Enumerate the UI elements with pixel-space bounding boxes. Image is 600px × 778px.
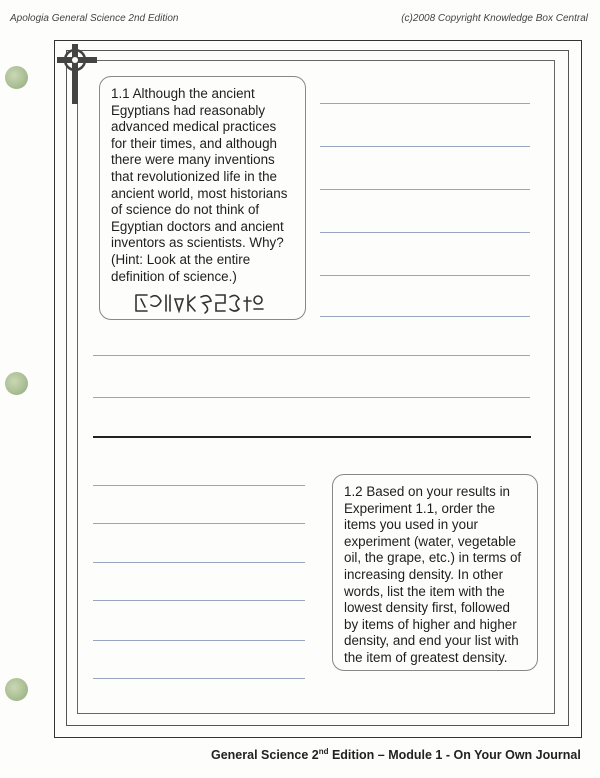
question-box-2: [332, 474, 538, 671]
answer-line: [320, 189, 530, 190]
question-text-2: 1.2 Based on your results in Experiment 1.1, order the items you used in your experiment (water, vegetable oil, the grape, etc.) in terms of increasing density. In other words, list the item with the lowest density first, followed by items of higher and higher density, and end your list with the item of greatest density.: [344, 484, 522, 665]
answer-line: [320, 146, 530, 147]
question-text-1: 1.1 Although the ancient Egyptians had reasonably advanced medical practices for their times, and although there were many inventions that revolutionized life in the ancient world, most historians of science do not think of Egyptian doctors and ancient inventors as scientists. Why? (Hint: Look at the entire definition of science.): [111, 86, 288, 284]
hieroglyph-decoration: [133, 291, 267, 315]
punch-hole-top: [5, 66, 28, 89]
footer-title: General Science 2nd Edition – Module 1 - On Your Own Journal: [211, 747, 581, 763]
answer-line: [93, 397, 530, 398]
celtic-cross-icon: [55, 42, 101, 104]
answer-line: [320, 103, 530, 104]
answer-line: [320, 232, 530, 233]
section-divider: [93, 436, 531, 438]
answer-line: [93, 600, 305, 601]
answer-line: [320, 275, 530, 276]
header-right: (c)2008 Copyright Knowledge Box Central: [401, 13, 588, 24]
answer-line: [93, 355, 530, 356]
answer-line: [93, 640, 305, 641]
answer-line: [93, 562, 305, 563]
punch-hole-middle: [5, 372, 28, 395]
answer-line: [93, 523, 305, 524]
answer-line: [320, 316, 530, 317]
question-box-1: [99, 76, 306, 320]
header-left: Apologia General Science 2nd Edition: [10, 13, 179, 24]
punch-hole-bottom: [5, 678, 28, 701]
answer-line: [93, 678, 305, 679]
answer-line: [93, 485, 305, 486]
